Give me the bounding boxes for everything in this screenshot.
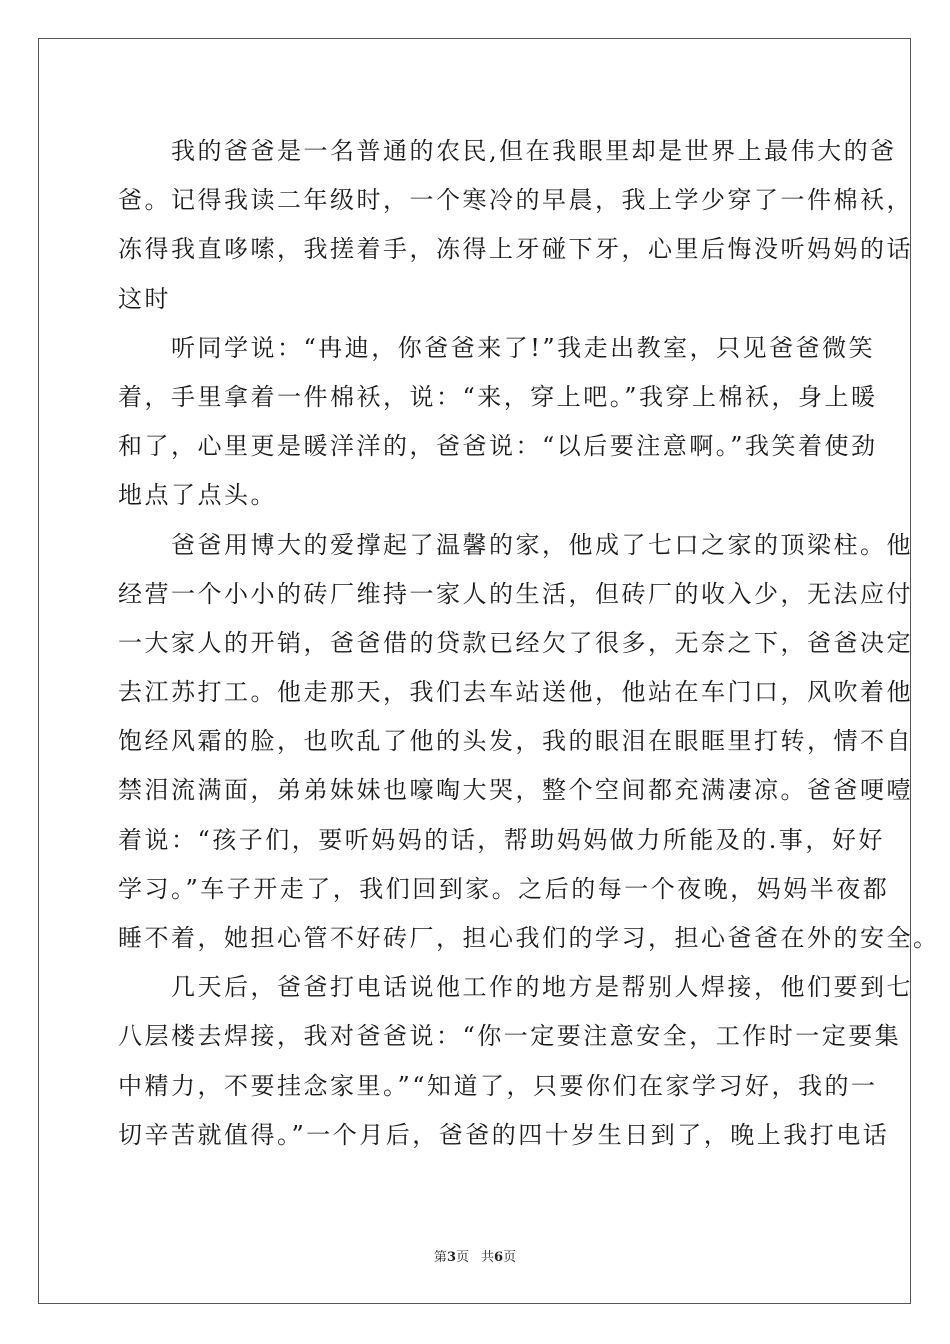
page-footer: [0, 1246, 950, 1265]
text-line: 切辛苦就值得。”一个月后，爸爸的四十岁生日到了，晚上我打电话: [118, 1120, 890, 1149]
text-line: 我的爸爸是一名普通的农民,但在我眼里却是世界上最伟大的爸: [118, 137, 897, 165]
current-page-number: 3: [446, 1250, 456, 1265]
text-line: 这时: [118, 284, 171, 313]
text-line: 禁泪流满面，弟弟妹妹也嚎啕大哭，整个空间都充满凄凉。爸爸哽噎: [118, 776, 913, 805]
total-pages-suffix: 页: [503, 1250, 517, 1265]
text-line: 去江苏打工。他走那天，我们去车站送他，他站在车门口，风吹着他: [118, 678, 913, 707]
page-number-prefix: 第: [433, 1250, 447, 1265]
total-page-count: 6: [494, 1250, 504, 1265]
text-line: 听同学说：“冉迪，你爸爸来了!”我走出教室，只见爸爸微笑: [118, 333, 876, 362]
page-number-suffix: 页: [455, 1250, 469, 1265]
text-line: 一大家人的开销，爸爸借的贷款已经欠了很多，无奈之下，爸爸决定: [118, 628, 913, 657]
text-line: 冻得我直哆嗦，我搓着手，冻得上牙碰下牙，心里后悔没听妈妈的话: [118, 235, 913, 264]
text-line: 着，手里拿着一件棉袄，说：“来，穿上吧。”我穿上棉袄，身上暖: [118, 382, 878, 411]
text-line: 饱经风霜的脸，也吹乱了他的头发，我的眼泪在眼眶里打转，情不自: [118, 727, 913, 756]
text-line: 学习。”车子开走了，我们回到家。之后的每一个夜晚，妈妈半夜都: [118, 874, 890, 903]
text-line: 爸爸用博大的爱撑起了温馨的家，他成了七口之家的顶梁柱。他: [118, 530, 913, 559]
text-line: 经营一个小小的砖厂维持一家人的生活，但砖厂的收入少，无法应付: [118, 579, 913, 608]
article-body: [118, 127, 940, 1160]
text-line: 几天后，爸爸打电话说他工作的地方是帮别人焊接，他们要到七: [118, 973, 913, 1002]
text-line: 睡不着，她担心管不好砖厂，担心我们的学习，担心爸爸在外的安全。: [118, 924, 940, 952]
text-line: 着说：“孩子们，要听妈妈的话，帮助妈妈做力所能及的.事，好好: [118, 825, 885, 854]
text-line: 和了，心里更是暖洋洋的，爸爸说：“以后要注意啊。”我笑着使劲: [118, 432, 878, 461]
text-line: 爸。记得我读二年级时，一个寒冷的早晨，我上学少穿了一件棉袄，: [118, 186, 913, 215]
total-pages-prefix: 共: [481, 1250, 495, 1265]
text-line: 中精力，不要挂念家里。”“知道了，只要你们在家学习好，我的一: [118, 1071, 878, 1100]
text-line: 八层楼去焊接，我对爸爸说：“你一定要注意安全，工作时一定要集: [118, 1022, 902, 1051]
text-line: 地点了点头。: [118, 481, 277, 510]
